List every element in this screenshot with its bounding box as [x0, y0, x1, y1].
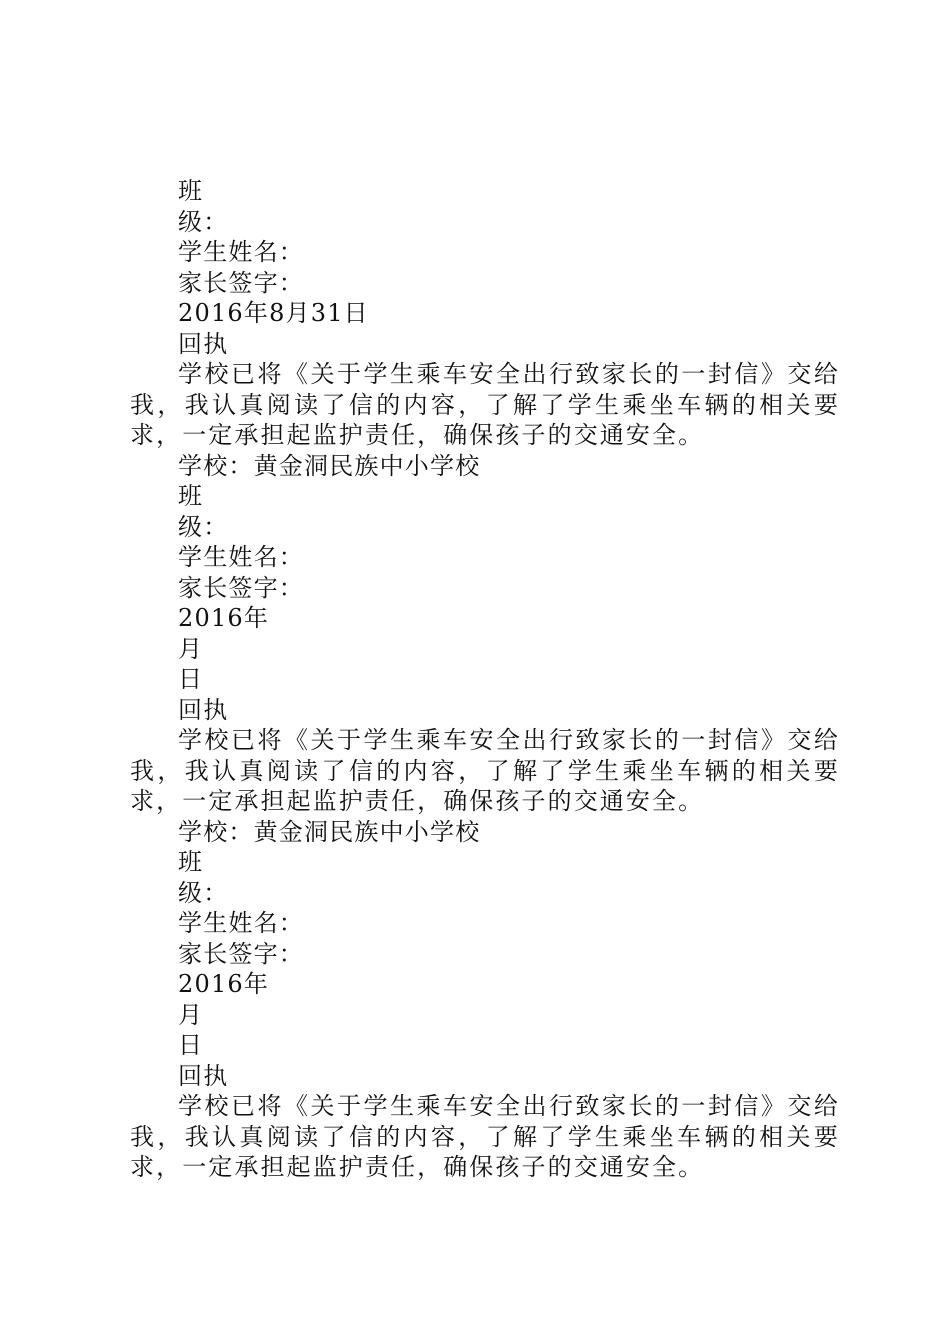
date-month: 月 — [178, 1000, 204, 1029]
document-body — [130, 176, 840, 1183]
grade-label: 级： — [178, 207, 229, 236]
parent-signature-label: 家长签字： — [178, 268, 304, 297]
receipt-title: 回执 — [178, 329, 229, 358]
grade-label: 级： — [178, 512, 229, 541]
date-line: 2016年8月31日 — [178, 299, 369, 327]
class-label: 班 — [178, 482, 204, 510]
receipt-body: 学校已将《关于学生乘车安全出行致家长的一封信》交给我，我认真阅读了信的内容，了解了学生乘坐车辆的相关要求，一定承担起监护责任，确保孩子的交通安全。 — [130, 360, 840, 449]
parent-signature-label: 家长签字： — [178, 939, 304, 968]
date-year: 2016年 — [178, 970, 270, 998]
receipt-title: 回执 — [178, 1061, 229, 1090]
school-name: 学校：黄金洞民族中小学校 — [178, 451, 481, 480]
class-label: 班 — [178, 848, 204, 876]
receipt-title: 回执 — [178, 695, 229, 724]
date-year: 2016年 — [178, 604, 270, 632]
date-month: 月 — [178, 634, 204, 663]
receipt-body: 学校已将《关于学生乘车安全出行致家长的一封信》交给我，我认真阅读了信的内容，了解了学生乘坐车辆的相关要求，一定承担起监护责任，确保孩子的交通安全。 — [130, 1092, 840, 1181]
parent-signature-label: 家长签字： — [178, 573, 304, 602]
student-name-label: 学生姓名： — [178, 543, 304, 571]
class-label: 班 — [178, 177, 204, 205]
receipt-body: 学校已将《关于学生乘车安全出行致家长的一封信》交给我，我认真阅读了信的内容，了解了学生乘坐车辆的相关要求，一定承担起监护责任，确保孩子的交通安全。 — [130, 726, 840, 815]
school-name: 学校：黄金洞民族中小学校 — [178, 817, 481, 846]
student-name-label: 学生姓名： — [178, 238, 304, 266]
date-day: 日 — [178, 1031, 204, 1059]
grade-label: 级： — [178, 878, 229, 907]
date-day: 日 — [178, 665, 204, 693]
student-name-label: 学生姓名： — [178, 909, 304, 937]
